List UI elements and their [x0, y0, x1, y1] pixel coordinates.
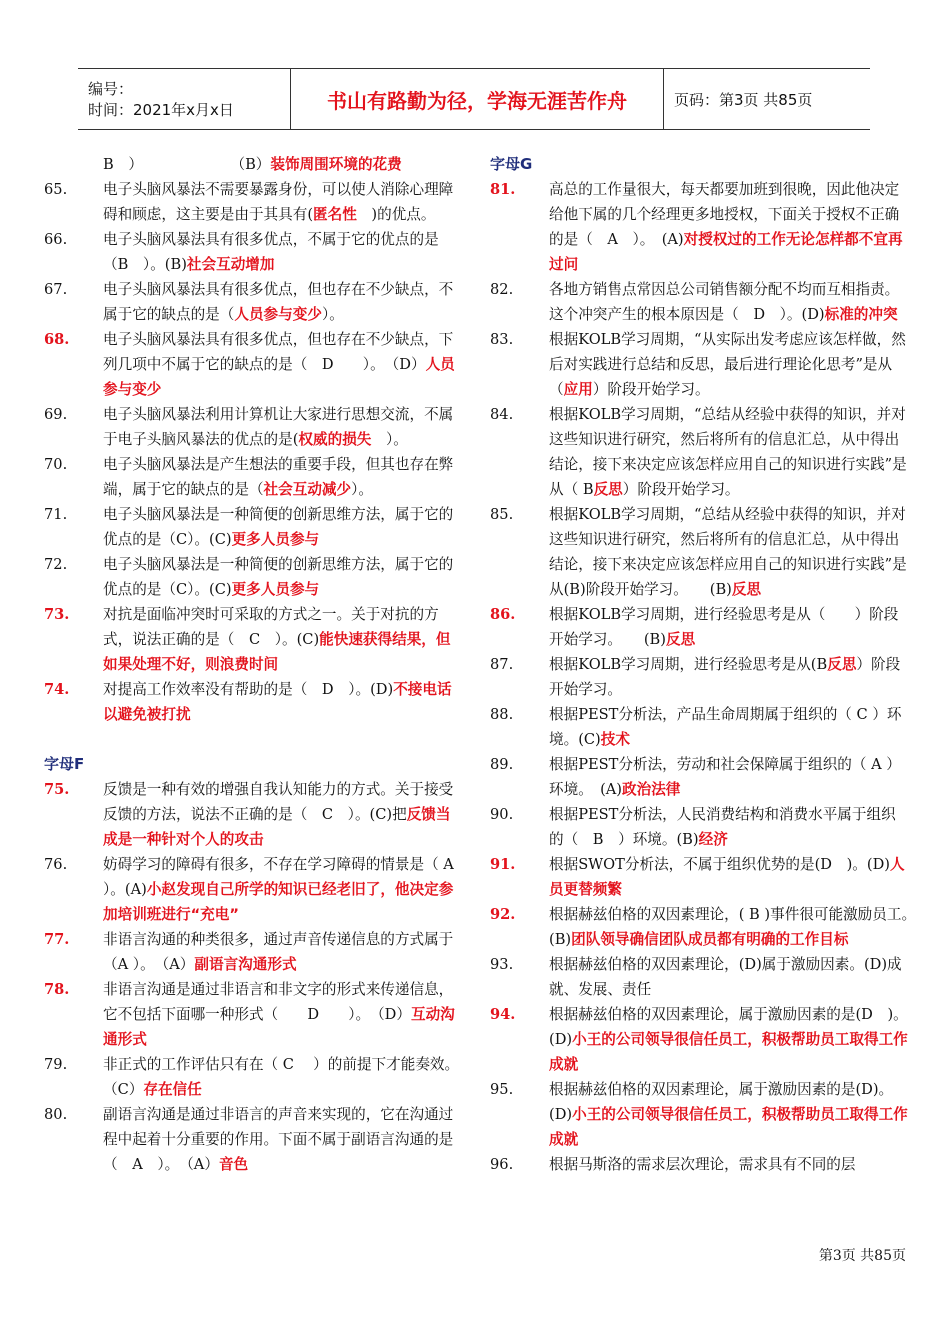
question-number: 75. — [44, 781, 70, 798]
answer-text: 反思 — [593, 481, 623, 498]
question-item — [490, 1077, 910, 1152]
question-text: 非语言沟通是通过非语言和非文字的形式来传递信息，它不包括下面哪一种形式（ D ）。 （D）互动沟通形式 — [103, 981, 455, 1048]
question-item — [44, 177, 464, 227]
right-column — [490, 152, 924, 1177]
question-number: 80. — [44, 1106, 68, 1123]
question-text: 电子头脑风暴法是一种简便的创新思维方法，属于它的优点的是（C）。(C)更多人员参与 — [103, 506, 454, 548]
question-number: 87. — [490, 656, 514, 673]
header-meta — [78, 69, 291, 129]
answer-text: 社会互动减少 — [263, 481, 352, 498]
answer-text: 反馈当成是一种针对个人的攻击 — [103, 806, 451, 848]
question-item — [44, 852, 464, 927]
question-item — [44, 452, 464, 502]
question-item — [44, 552, 464, 602]
answer-text: 对授权过的工作无论怎样都不宜再过问 — [549, 231, 903, 273]
question-number: 89. — [490, 756, 514, 773]
answer-text: 标准的冲突 — [824, 306, 898, 323]
header-time: 时间：2021年x月x日 — [88, 101, 234, 119]
question-text: 电子头脑风暴法是产生想法的重要手段，但其也存在弊端，属于它的缺点的是（社会互动减少）。 — [103, 456, 454, 498]
section-heading-f: 字母F — [44, 755, 85, 773]
answer-text: 互动沟通形式 — [103, 1006, 455, 1048]
answer-text: 政治法律 — [622, 781, 681, 798]
question-text: 电子头脑风暴法具有很多优点，不属于它的优点的是（B ）。(B)社会互动增加 — [103, 231, 439, 273]
question-item — [490, 402, 910, 502]
question-item — [44, 977, 464, 1052]
question-number: 86. — [490, 606, 516, 623]
continuation-text: B ） （B） — [103, 156, 271, 173]
question-text: 副语言沟通是通过非语言的声音来实现的，它在沟通过程中起着十分重要的作用。下面不属于副语言沟通的是（ A ）。 （A）音色 — [103, 1106, 454, 1173]
question-number: 76. — [44, 856, 68, 873]
question-number: 91. — [490, 856, 516, 873]
question-text: 根据赫兹伯格的双因素理论，属于激励因素的是(D)。(D)小王的公司领导很信任员工，积极帮助员工取得工作成就 — [549, 1081, 908, 1148]
question-text: 各地方销售点常因总公司销售额分配不均而互相指责。这个冲突产生的根本原因是（ D ）。(D)标准的冲突 — [549, 281, 900, 323]
question-text: 非正式的工作评估只有在（ C ）的前提下才能奏效。 （C）存在信任 — [103, 1056, 482, 1098]
answer-text: 小王的公司领导很信任员工，积极帮助员工取得工作成就 — [549, 1106, 908, 1148]
question-text: 对提高工作效率没有帮助的是（ D ）。(D)不接电话以避免被打扰 — [103, 681, 452, 723]
answer-text: 反思 — [827, 656, 857, 673]
continuation-line — [44, 152, 464, 177]
question-text: 非语言沟通的种类很多，通过声音传递信息的方式属于（A ）。 （A）副语言沟通形式 — [103, 931, 454, 973]
question-number: 71. — [44, 506, 68, 523]
answer-text: 社会互动增加 — [186, 256, 275, 273]
question-text: 电子头脑风暴法具有很多优点，但也存在不少缺点，下列几项中不属于它的缺点的是（ D ）。 （D）人员参与变少 — [103, 331, 455, 398]
question-number: 69. — [44, 406, 68, 423]
question-number: 94. — [490, 1006, 516, 1023]
answer-text: 反思 — [731, 581, 762, 598]
question-text: 根据赫兹伯格的双因素理论，( B )事件很可能激励员工。 (B)团队领导确信团队成员都有明确的工作目标 — [549, 906, 924, 948]
question-item — [490, 952, 910, 1002]
header-id: 编号： — [88, 80, 134, 98]
question-number: 74. — [44, 681, 70, 698]
answer-text: 匿名性 — [313, 206, 357, 223]
question-item — [490, 652, 910, 702]
question-number: 83. — [490, 331, 514, 348]
answer-text: 音色 — [218, 1156, 249, 1173]
answer-text: 存在信任 — [143, 1081, 202, 1098]
answer-text: 人员参与变少 — [103, 356, 455, 398]
question-text: 根据PEST分析法，劳动和社会保障属于组织的（ A ）环境。 (A)政治法律 — [549, 756, 901, 798]
header-motto — [291, 69, 664, 129]
question-item — [490, 1152, 910, 1177]
question-item — [490, 502, 910, 602]
question-number: 73. — [44, 606, 70, 623]
question-number: 82. — [490, 281, 514, 298]
question-text: 电子头脑风暴法具有很多优点，但也存在不少缺点，不属于它的缺点的是（人员参与变少）。 — [103, 281, 454, 323]
question-text: 电子头脑风暴法是一种简便的创新思维方法，属于它的优点的是（C）。(C)更多人员参与 — [103, 556, 454, 598]
question-number: 84. — [490, 406, 514, 423]
question-number: 68. — [44, 331, 70, 348]
question-number: 96. — [490, 1156, 514, 1173]
question-number: 70. — [44, 456, 68, 473]
answer-text: 反思 — [665, 631, 696, 648]
answer-text: 更多人员参与 — [231, 581, 320, 598]
question-item — [44, 402, 464, 452]
question-text: 高总的工作量很大，每天都要加班到很晚，因此他决定给他下属的几个经理更多地授权，下面关于授权不正确的是（ A ）。 (A)对授权过的工作无论怎样都不宜再过问 — [549, 181, 903, 273]
question-item — [490, 902, 924, 952]
question-text: 根据KOLB学习周期，进行经验思考是从(B反思）阶段开始学习。 — [549, 656, 901, 698]
question-item — [490, 277, 910, 327]
question-list-f — [44, 777, 482, 1177]
question-text: 根据KOLB学习周期，“从实际出发考虑应该怎样做，然后对实践进行总结和反思，最后进行理论化思考”是从（应用）阶段开始学习。 — [549, 331, 906, 398]
question-text: 根据KOLB学习周期，“总结从经验中获得的知识，并对这些知识进行研究，然后将所有的信息汇总，从中得出结论，接下来决定应该怎样应用自己的知识进行实践”是从(B)阶段开始学习。 (B)反思 — [549, 506, 907, 598]
question-number: 72. — [44, 556, 68, 573]
question-text: 根据PEST分析法，产品生命周期属于组织的（ C ）环境。(C)技术 — [549, 706, 902, 748]
question-text: 根据KOLB学习周期，“总结从经验中获得的知识，并对这些知识进行研究，然后将所有的信息汇总，从中得出结论，接下来决定应该怎样应用自己的知识进行实践”是从（ B反思）阶段开始学习。 — [549, 406, 907, 498]
question-text: 根据KOLB学习周期，进行经验思考是从（ ）阶段开始学习。 (B)反思 — [549, 606, 899, 648]
question-number: 67. — [44, 281, 68, 298]
left-column — [44, 152, 482, 1177]
answer-text: 技术 — [600, 731, 630, 748]
question-number: 66. — [44, 231, 68, 248]
continuation-answer: 装饰周围环境的花费 — [270, 156, 402, 173]
question-text: 根据赫兹伯格的双因素理论，(D)属于激励因素。(D)成就、发展、责任 — [549, 956, 902, 998]
question-number: 88. — [490, 706, 514, 723]
page-header — [78, 68, 870, 130]
question-item — [490, 1002, 910, 1077]
question-text: 根据马斯洛的需求层次理论，需求具有不同的层 — [549, 1156, 856, 1173]
question-number: 93. — [490, 956, 514, 973]
answer-text: 权威的损失 — [298, 431, 372, 448]
header-page — [664, 69, 870, 129]
question-item — [490, 327, 910, 402]
question-item — [44, 777, 464, 852]
question-text: 反馈是一种有效的增强自我认知能力的方式。关于接受反馈的方法，说法不正确的是（ C ）。(C)把反馈当成是一种针对个人的攻击 — [103, 781, 454, 848]
question-item — [44, 1102, 464, 1177]
question-number: 90. — [490, 806, 514, 823]
question-item — [490, 702, 910, 752]
answer-text: 团队领导确信团队成员都有明确的工作目标 — [571, 931, 849, 948]
question-item — [44, 927, 464, 977]
question-item — [490, 852, 910, 902]
question-text: 根据PEST分析法，人民消费结构和消费水平属于组织的（ B ）环境。(B)经济 — [549, 806, 896, 848]
motto-text: 书山有路勤为径，学海无涯苦作舟 — [327, 88, 627, 113]
question-number: 95. — [490, 1081, 514, 1098]
question-item — [44, 502, 464, 552]
answer-text: 小王的公司领导很信任员工，积极帮助员工取得工作成就 — [549, 1031, 908, 1073]
question-text: 电子头脑风暴法利用计算机让大家进行思想交流，不属于电子头脑风暴法的优点的是(权威的损失 ）。 — [103, 406, 454, 448]
question-item — [44, 277, 464, 327]
question-item — [44, 677, 464, 727]
question-list-a — [44, 177, 464, 727]
answer-text: 副语言沟通形式 — [194, 956, 297, 973]
answer-text: 小赵发现自己所学的知识已经老旧了，他决定参加培训班进行“充电” — [103, 881, 454, 923]
question-item — [490, 177, 910, 277]
answer-text: 应用 — [563, 381, 593, 398]
question-item — [44, 227, 464, 277]
question-text: 电子头脑风暴法不需要暴露身份，可以使人消除心理障碍和顾虑，这主要是由于其具有(匿名性 )的优点。 — [103, 181, 454, 223]
question-number: 65. — [44, 181, 68, 198]
question-number: 85. — [490, 506, 514, 523]
question-number: 78. — [44, 981, 70, 998]
answer-text: 更多人员参与 — [231, 531, 320, 548]
question-item — [44, 327, 464, 402]
question-item — [490, 602, 910, 652]
page-footer: 第3页 共85页 — [818, 1248, 906, 1264]
question-item — [44, 1052, 482, 1102]
header-page-number: 页码：第3页 共85页 — [674, 90, 813, 109]
question-text: 对抗是面临冲突时可采取的方式之一。关于对抗的方式，说法正确的是（ C ）。(C)能快速获得结果，但如果处理不好，则浪费时间 — [103, 606, 451, 673]
answer-text: 不接电话以避免被打扰 — [103, 681, 452, 723]
question-number: 79. — [44, 1056, 68, 1073]
question-text: 根据赫兹伯格的双因素理论，属于激励因素的是(D )。(D)小王的公司领导很信任员工，积极帮助员工取得工作成就 — [549, 1006, 908, 1073]
answer-text: 经济 — [698, 831, 728, 848]
question-number: 92. — [490, 906, 516, 923]
question-item — [490, 802, 910, 852]
answer-text: 人员参与变少 — [234, 306, 322, 323]
section-heading-g: 字母G — [490, 155, 533, 173]
question-number: 81. — [490, 181, 516, 198]
answer-text: 人员更替频繁 — [549, 856, 905, 898]
question-item — [490, 752, 910, 802]
question-text: 根据SWOT分析法，不属于组织优势的是(D )。(D)人员更替频繁 — [549, 856, 905, 898]
question-list-g — [490, 177, 924, 1177]
question-item — [44, 602, 464, 677]
question-number: 77. — [44, 931, 70, 948]
question-text: 妨碍学习的障碍有很多，不存在学习障碍的情景是（ A ）。(A)小赵发现自己所学的知识已经老旧了，他决定参加培训班进行“充电” — [103, 856, 454, 923]
answer-text: 能快速获得结果，但如果处理不好，则浪费时间 — [103, 631, 451, 673]
